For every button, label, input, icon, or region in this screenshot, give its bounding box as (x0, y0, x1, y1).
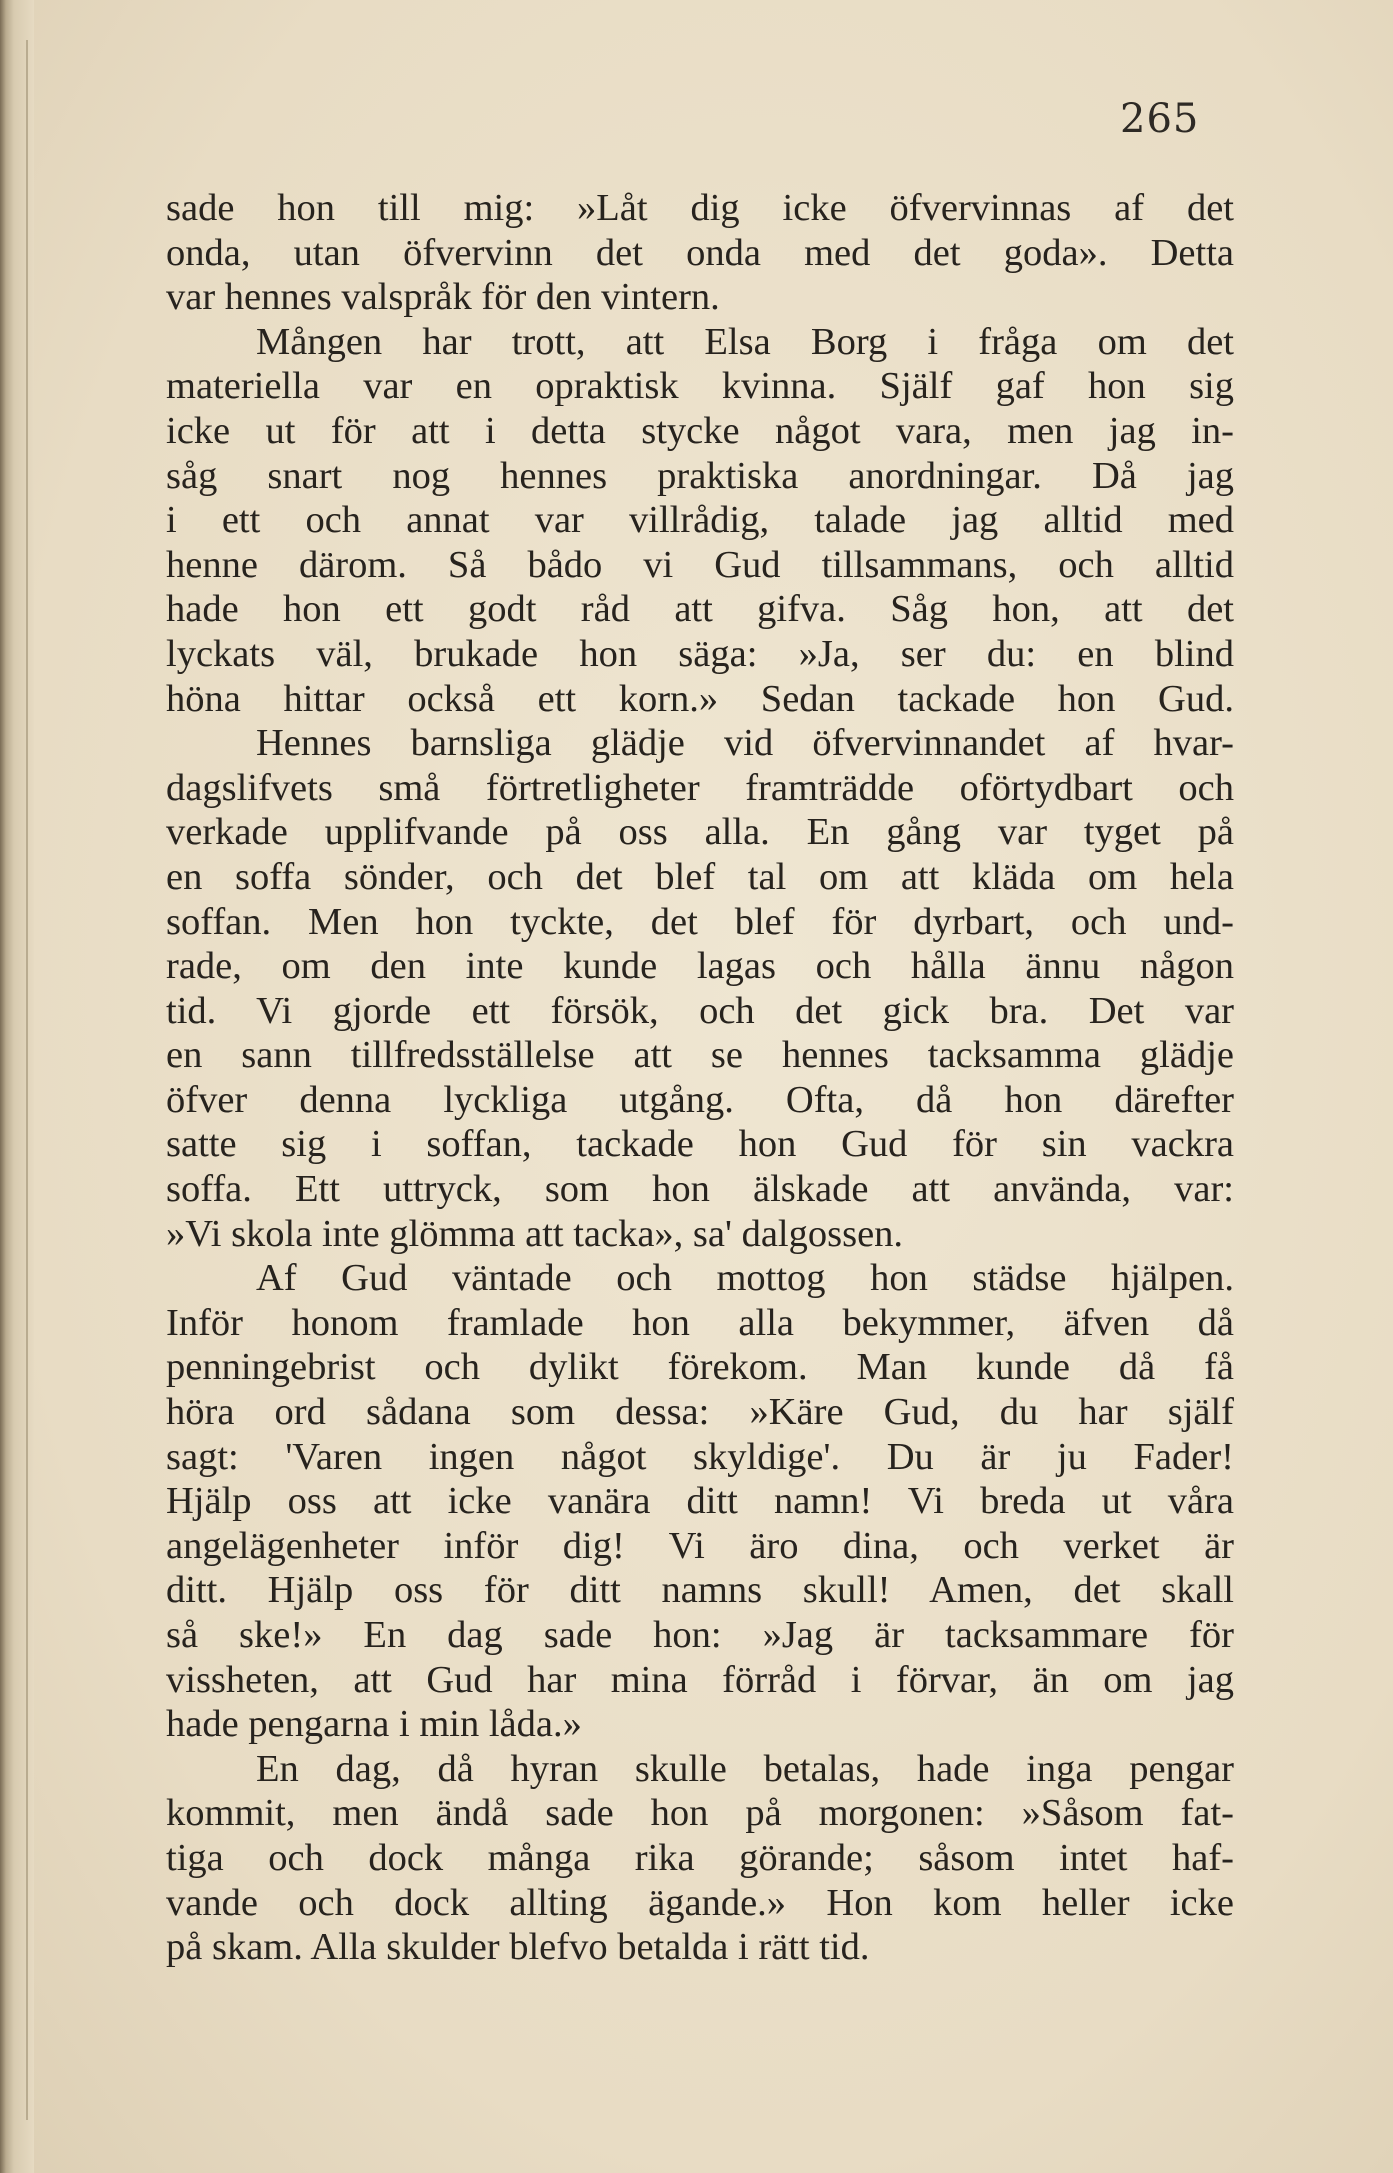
text-line: Inför honom framlade hon alla bekymmer, äfven då (166, 1301, 1234, 1344)
text-line: tiga och dock många rika görande; såsom intet haf- (166, 1836, 1234, 1879)
text-line: »Vi skola inte glömma att tacka», sa' dalgossen. (166, 1212, 904, 1255)
text-line: hade hon ett godt råd att gifva. Såg hon, att det (166, 588, 1234, 631)
text-line: tid. Vi gjorde ett försök, och det gick bra. Det var (166, 989, 1234, 1032)
text-line: Af Gud väntade och mottog hon städse hjälpen. (256, 1257, 1234, 1300)
text-line: sagt: 'Varen ingen något skyldige'. Du är ju Fader! (166, 1435, 1234, 1478)
text-line: höra ord sådana som dessa: »Käre Gud, du har själf (166, 1391, 1234, 1434)
text-line: var hennes valspråk för den vintern. (166, 276, 720, 319)
text-line: dagslifvets små förtretligheter framträdde oförtydbart och (166, 766, 1234, 809)
text-line: höna hittar också ett korn.» Sedan tackade hon Gud. (166, 677, 1234, 720)
text-line: kommit, men ändå sade hon på morgonen: »Såsom fat- (166, 1792, 1234, 1835)
text-line: ditt. Hjälp oss för ditt namns skull! Amen, det skall (166, 1569, 1234, 1612)
text-line: satte sig i soffan, tackade hon Gud för sin vackra (166, 1123, 1234, 1166)
page-number: 265 (1120, 96, 1200, 142)
text-line: sade hon till mig: »Låt dig icke öfvervinnas af det (166, 187, 1234, 229)
text-line: Hjälp oss att icke vanära ditt namn! Vi breda ut våra (166, 1480, 1234, 1523)
text-line: henne därom. Så bådo vi Gud tillsammans, och alltid (166, 543, 1234, 586)
text-line: Mången har trott, att Elsa Borg i fråga om det (256, 320, 1234, 363)
text-line: en soffa sönder, och det blef tal om att kläda om hela (166, 855, 1234, 898)
text-line: soffan. Men hon tyckte, det blef för dyrbart, och und- (166, 900, 1234, 943)
text-line: verkade upplifvande på oss alla. En gång var tyget på (166, 811, 1234, 854)
text-line: rade, om den inte kunde lagas och hålla ännu någon (166, 945, 1234, 988)
text-line: onda, utan öfvervinn det onda med det goda». Detta (166, 231, 1234, 274)
text-line: En dag, då hyran skulle betalas, hade inga pengar (256, 1747, 1234, 1790)
text-line: Hennes barnsliga glädje vid öfvervinnandet af hvar- (256, 722, 1234, 765)
text-line: en sann tillfredsställelse att se hennes tacksamma glädje (166, 1034, 1234, 1077)
text-line: materiella var en opraktisk kvinna. Själf gaf hon sig (166, 365, 1234, 408)
text-line: icke ut för att i detta stycke något vara, men jag in- (166, 409, 1234, 452)
text-line: angelägenheter inför dig! Vi äro dina, och verket är (166, 1524, 1234, 1567)
text-line: penningebrist och dylikt förekom. Man kunde då få (166, 1346, 1234, 1389)
body-text (166, 186, 1234, 1970)
text-line: i ett och annat var villrådig, talade jag alltid med (166, 499, 1234, 542)
text-line: lyckats väl, brukade hon säga: »Ja, ser du: en blind (166, 632, 1234, 675)
text-line: hade pengarna i min låda.» (166, 1703, 582, 1746)
text-line: vande och dock allting ägande.» Hon kom heller icke (166, 1881, 1234, 1924)
text-line: så ske!» En dag sade hon: »Jag är tacksammare för (166, 1614, 1234, 1656)
text-line: såg snart nog hennes praktiska anordningar. Då jag (166, 454, 1234, 497)
text-line: på skam. Alla skulder blefvo betalda i rätt tid. (166, 1926, 870, 1969)
gutter-shadow-line (26, 40, 28, 2120)
text-line: soffa. Ett uttryck, som hon älskade att använda, var: (166, 1168, 1234, 1211)
text-line: vissheten, att Gud har mina förråd i förvar, än om jag (166, 1658, 1234, 1701)
book-gutter (0, 0, 34, 2173)
text-line: öfver denna lyckliga utgång. Ofta, då hon därefter (166, 1078, 1234, 1121)
